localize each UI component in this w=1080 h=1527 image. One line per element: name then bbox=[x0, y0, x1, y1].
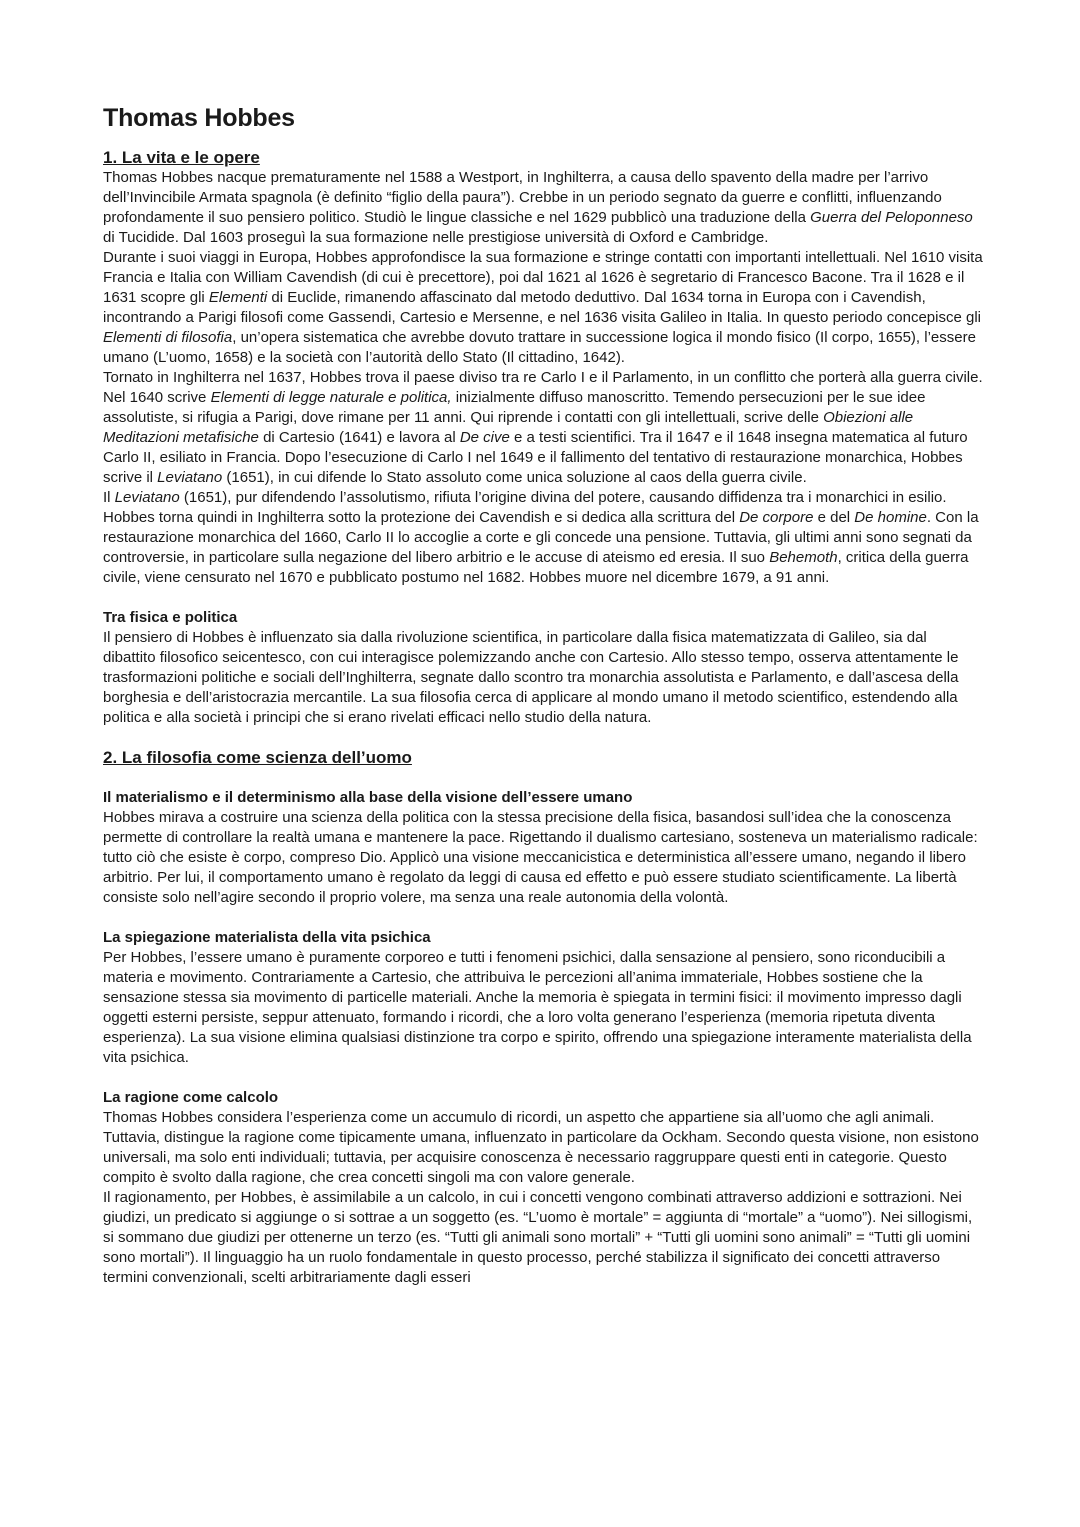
italic-title: Elementi di filosofia bbox=[103, 329, 233, 346]
paragraph: Per Hobbes, l’essere umano è puramente corporeo e tutti i fenomeni psichici, dalla sensazione al pensiero, sono riconducibili a materia e movimento. Contrariamente a Cartesio, che attribuiva le percezioni all’anima immateriale, Hobbes sostiene che la sensazione stessa sia movimento di particelle materiali. Anche la memoria è spiegata in termini fisici: il movimento impresso dagli oggetti esterni persiste, seppur attenuato, formando i ricordi, che a loro volta generano l’esperienza (memoria ripetuta diventa esperienza). La sua visione elimina qualsiasi distinzione tra corpo e spirito, offrendo una spiegazione interamente materialista della vita psichica. bbox=[103, 949, 972, 1066]
text-run: di Euclide, rimanendo affascinato dal metodo deduttivo. Dal 1634 torna in Europa con i Cavendish, incontrando a Parigi filosofi come Gassendi, Cartesio e Mersenne, e nel 1636 visita Galileo in Italia. In questo periodo concepisce gli bbox=[103, 289, 981, 326]
text-run: Il bbox=[103, 489, 115, 506]
italic-title: Elementi di legge naturale e politica, bbox=[210, 389, 452, 406]
paragraph: Hobbes mirava a costruire una scienza della politica con la stessa precisione della fisica, basandosi sull’idea che la conoscenza permette di controllare la realtà umana e mantenere la pace. Rigettando il dualismo cartesiano, sosteneva un materialismo radicale: tutto ciò che esiste è corpo, compreso Dio. Applicò una visione meccanicistica e deterministica all’essere umano, negando il libero arbitrio. Per lui, il comportamento umano è regolato da leggi di causa ed effetto e può essere studiato scientificamente. La libertà consiste solo nell’agire secondo il proprio volere, ma senza una reale autonomia della volontà. bbox=[103, 809, 978, 906]
italic-title: De corpore bbox=[739, 509, 814, 526]
text-run: . Con la restaurazione monarchica del 1660, Carlo II lo accoglie a corte e gli concede una pensione. Tuttavia, gli ultimi anni sono segnati da controversie, in particolare sulla negazione del libero arbitrio e le accuse di ateismo ed eresia. Il suo bbox=[103, 509, 979, 566]
text-run: inizialmente diffuso manoscritto. Temendo persecuzioni per le sue idee assolutiste, si rifugia a Parigi, dove rimane per 11 anni. Qui riprende i contatti con gli intellettuali, scrive delle bbox=[103, 389, 926, 426]
italic-title: Behemoth bbox=[769, 549, 838, 566]
italic-title: De cive bbox=[459, 429, 510, 446]
text-run: e del bbox=[813, 509, 855, 526]
paragraph: Il ragionamento, per Hobbes, è assimilabile a un calcolo, in cui i concetti vengono combinati attraverso addizioni e sottrazioni. Nei giudizi, un predicato si aggiunge o si sottrae a un soggetto (es. “L’uomo è mortale” = aggiunta di “mortale” a “uomo”). Nei sillogismi, si sommano due giudizi per ottenerne un terzo (es. “Tutti gli animali sono mortali” + “Tutti gli uomini sono animali” = “Tutti gli uomini sono mortali”). Il linguaggio ha un ruolo fondamentale in questo processo, perché stabilizza il significato dei concetti attraverso termini convenzionali, scelti arbitrariamente dagli esseri bbox=[103, 1189, 973, 1286]
text-run: di Cartesio (1641) e lavora al bbox=[258, 429, 460, 446]
text-run: Thomas Hobbes nacque prematuramente nel 1588 a Westport, in Inghilterra, a causa dello spavento della madre per l’arrivo dell’Invincibile Armata spagnola (è definito “figlio della paura”). Crebbe in un periodo segnato da guerre e conflitti, influenzando profondamente il suo pensiero politico. Studiò le lingue classiche e nel 1629 pubblicò una traduzione della bbox=[103, 169, 942, 226]
text-run: e a testi scientifici. Tra il 1647 e il 1648 insegna matematica al futuro Carlo II, esiliato in Francia. Dopo l’esecuzione di Carlo I nel 1649 e il fallimento del tentativo di restaurazione monarchica, Hobbes scrive il bbox=[103, 429, 968, 486]
text-run: di Tucidide. Dal 1603 proseguì la sua formazione nelle prestigiose università di Oxford e Cambridge. bbox=[103, 229, 769, 246]
italic-title: Leviatano bbox=[157, 469, 223, 486]
paragraph bbox=[103, 168, 983, 248]
italic-title: Guerra del Peloponneso bbox=[810, 209, 973, 226]
subheading-vita-psichica: La spiegazione materialista della vita psichica bbox=[103, 929, 431, 946]
section-heading-filosofia-scienza: 2. La filosofia come scienza dell’uomo bbox=[103, 748, 412, 767]
subheading-fisica-politica: Tra fisica e politica bbox=[103, 609, 238, 626]
italic-title: De homine bbox=[854, 509, 927, 526]
paragraph bbox=[103, 488, 983, 588]
paragraph bbox=[103, 368, 983, 488]
subheading-ragione-calcolo: La ragione come calcolo bbox=[103, 1089, 279, 1106]
text-run: , un’opera sistematica che avrebbe dovuto trattare in successione logica il mondo fisico (Il corpo, 1655), l’essere umano (L’uomo, 1658) e la società con l’autorità dello Stato (Il cittadino, 1642). bbox=[103, 329, 976, 366]
section-heading-vita-opere: 1. La vita e le opere bbox=[103, 148, 260, 167]
paragraph: Thomas Hobbes considera l’esperienza come un accumulo di ricordi, un aspetto che appartiene sia all’uomo che agli animali. Tuttavia, distingue la ragione come tipicamente umana, influenzato in particolare da Ockham. Secondo questa visione, non esistono universali, ma solo enti individuali; tuttavia, per acquisire conoscenza è necessario raggruppare questi enti in categorie. Questo compito è svolto dalla ragione, che crea concetti singoli ma con valore generale. bbox=[103, 1109, 979, 1186]
text-run: (1651), pur difendendo l’assolutismo, rifiuta l’origine divina del potere, causando diffidenza tra i monarchici in esilio. Hobbes torna quindi in Inghilterra sotto la protezione dei Cavendish e si dedica alla scrittura del bbox=[103, 489, 947, 526]
document-title: Thomas Hobbes bbox=[103, 104, 295, 132]
paragraph: Il pensiero di Hobbes è influenzato sia dalla rivoluzione scientifica, in particolare dalla fisica matematizzata di Galileo, sia dal dibattito filosofico seicentesco, con cui interagisce polemizzando anche con Cartesio. Allo stesso tempo, osserva attentamente le trasformazioni politiche e sociali dell’Inghilterra, segnate dallo scontro tra monarchia assolutista e Parlamento, e dall’ascesa della borghesia e dell’aristocrazia mercantile. La sua filosofia cerca di applicare al mondo umano il metodo scientifico, estendendo alla politica e alla società i principi che si erano rivelati efficaci nello studio della natura. bbox=[103, 629, 959, 726]
text-run: (1651), in cui difende lo Stato assoluto come unica soluzione al caos della guerra civile. bbox=[222, 469, 807, 486]
italic-title: Elementi bbox=[208, 289, 268, 306]
text-run: Durante i suoi viaggi in Europa, Hobbes approfondisce la sua formazione e stringe contatti con importanti intellettuali. Nel 1610 visita Francia e Italia con William Cavendish (di cui è precettore), poi dal 1621 al 1626 è segretario di Francesco Bacone. Tra il 1628 e il 1631 scopre gli bbox=[103, 249, 983, 306]
paragraph bbox=[103, 248, 983, 368]
document-page bbox=[103, 100, 983, 1288]
subheading-materialismo: Il materialismo e il determinismo alla base della visione dell’essere umano bbox=[103, 789, 633, 806]
italic-title: Leviatano bbox=[114, 489, 180, 506]
italic-title: Obiezioni alle Meditazioni metafisiche bbox=[103, 409, 914, 446]
text-run: Tornato in Inghilterra nel 1637, Hobbes trova il paese diviso tra re Carlo I e il Parlamento, in un conflitto che porterà alla guerra civile. Nel 1640 scrive bbox=[103, 369, 983, 406]
text-run: , critica della guerra civile, viene censurato nel 1670 e pubblicato postumo nel 1682. Hobbes muore nel dicembre 1679, a 91 anni. bbox=[103, 549, 969, 586]
